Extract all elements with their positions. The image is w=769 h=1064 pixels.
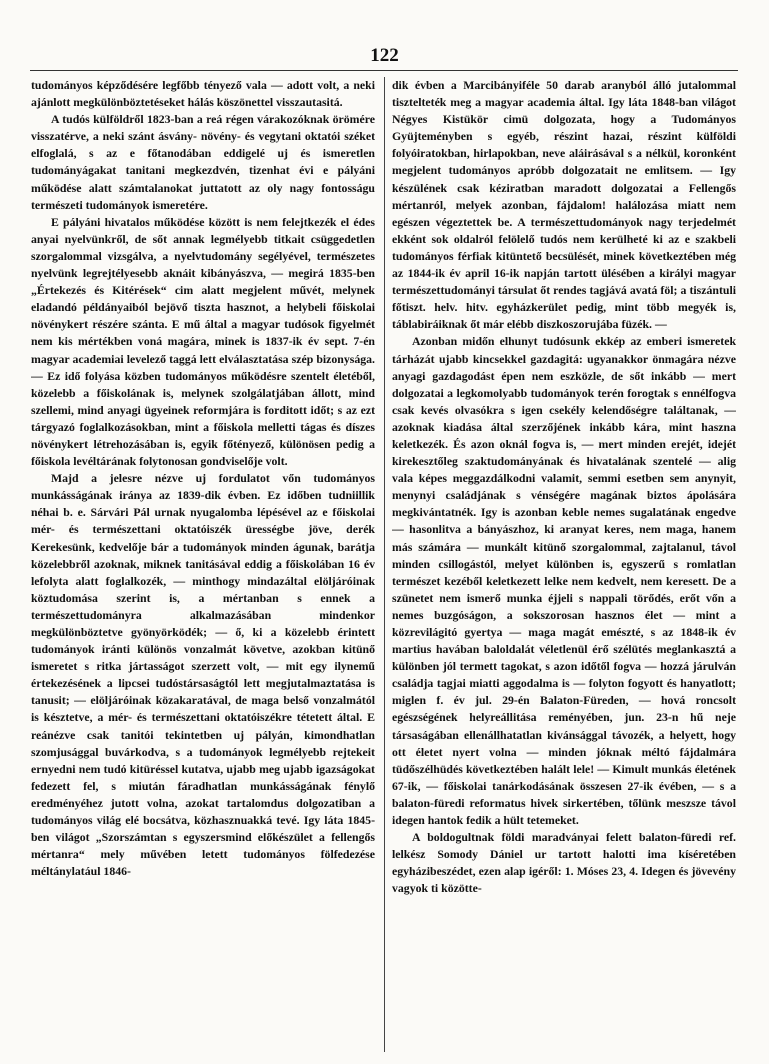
paragraph: E pályáni hivatalos működése között is nem felejtkezék el édes anyai nyelvünkről, de sőt annak legmélyebb titkait csüggedetlen szorgalommal vizsgálva, a nyelvtudomány segélyével, természetes nyelvünk legrejtélyesebb aknáit kibányászva, — megirá 1835-ben „Értekezés és Kitérések“ cim alatt megjelent művét, melynek eladandó példányaiból bejövő tiszta hasznot, a helybeli főiskolai növénykert részére szánta. E mű által a magyar tudósok figyelmét nem kis mértékben voná magára, minek is 1837-ik év sept. 7-én magyar academiai levelező taggá lett elválasztatása szép bizonysága. — Ez idő folyása közben tudományos működésre szentelt életéből, közelebb a főiskolának is, melynek szolgálatjában állott, mind szellemi, mind anyagi ügyeinek reformjára is forditott időt; s az ezt tárgyazó foglalkozásokban, mint a főiskola melletti tágas és díszes növénykert létrehozásában is, egyik főtényező, különösen pedig a főiskola levéltárának folytonosan gondviselője volt. (31, 214, 375, 469)
paragraph: Majd a jelesre nézve uj fordulatot vőn tudományos munkásságának iránya az 1839-dik évben. Ez időben tudniillik néhai b. e. Sárvári Pál urnak nyugalomba lépésével az e főiskolai mér- és természettani oktatóiszék ürességbe jöve, derék Kerekesünk, kedvelője bár a tudományok minden águnak, barátja közelebbről azoknak, miknek tanitásával eddig a főiskolában 16 év lefolyta alatt foglalkozék, — minthogy mindazáltal elöljáróinak köztudomása szerint is, a mértanban s ennek a természettudományra alkalmazásában mindenkor megkülönböztetve gyönyörködék; — ő, ki a közelebb érintett tudományok iránti különös vonzalmát követve, azokban kitünő ismeretet s ritka jártasságot szerzett volt, — mit egy ilynemű értekezésének a lipcsei tudóstársaságtól lett megjutalmaztatása is tanusit; — elöljáróinak közakaratával, de maga belső vonzalmától is késztetve, a mér- és természettani oktatóiszékre tétetett által. E reánézve csak tanitói tekintetben uj pályán, kimondhatlan szomjusággal buvárkodva, s a tudományok legmélyebb rejtekeit ernyedni nem tudó kitüréssel kutatva, ujabb meg ujabb igazságokat fedezett fel, s miután fáradhatlan munkásságának fénylő eredményéhez jutott volna, azokat tartalomdus dolgozatiban a tudományos világ elé bocsátva, közhasznuakká tevé. Igy láta 1845-ben világot „Szorszámtan s egyszersmind előkészület a fellengős mértanra“ mely művében letett tudományos fölfedezése méltánylatául 1846- (31, 471, 375, 879)
paragraph: A tudós külföldről 1823-ban a reá régen várakozóknak örömére visszatérve, a neki szánt ásvány- növény- és vegytani oktatói széket elfoglalá, s az e főtanodában eddigelé uj és ismeretlen tudományágakat tanitani megkezdvén, tizenhat évi e pályáni működése alatt számtalanokat juttatott az oly nagy fontosságu természeti tudományok ismeretére. (31, 112, 375, 212)
paragraph: Azonban midőn elhunyt tudósunk ekkép az emberi ismeretek tárházát ujabb kincsekkel gazdagitá: ugyanakkor önmagára nézve anyagi gazdagodást épen nem eszközle, de sőt inkább — mert dolgozatai a legkomolyabb tudományok terén forogtak s ennélfogva csak kevés olvasókra s igen csekély kelendőségre találtanak, — azoknak kiadása által szerzőjének inkább kára, mint haszna keletkezék. És azon oknál fogva is, — mert minden erejét, idejét kirekesztőleg szaktudományának és hivatalának szentelé — alig vala képes meggazdálkodni valamit, semmi esetben sem anynyit, menynyi családjának s vénségére magának biztos ápolására megkivántatnék. Igy is azonban keble nemes sugalatának engedve — hasonlitva a bányászhoz, ki aranyat keres, nem maga, hanem más számára — munkált kitünő szorgalommal, zajtalanul, távol minden csillogástól, melyet különben is, egyszerű s romlatlan természet kezéből keletkezett lelke nem kedvelt, nem keresett. De a szünetet nem ismerő munka éjjeli s nappali törődés, erőt vőn a nemes buzgóságon, a sokszorosan hasznos élet — mint a közrevilágitó gyertya — maga magát emészté, s az 1848-ik év martius havában baloldalát véletlenül érő szélütés meglankasztá a különben jól termett tagokat, s azon időtől fogva — hozzá járulván családja tagjai miatti aggodalma is — folyton fogyott és hanyatlott; miglen f. év jul. 29-én Balaton-Füreden, — hová roncsolt egészségének helyreállitása reményében, jun. 23-n hű neje társaságában ellenállhatatlan kivánsággal távozék, a helyett, hogy ott életet nyert volna — minden jóknak méltó fájdalmára tüdőszélhüdés következtében halált lele! — Kimult munkás életének 67-ik, — főiskolai tanárkodásának összesen 27-ik évében, — s a balaton-füredi reformatus hivek sirkertében, tőlünk meszsze távol idegen hantok fedik a hült tetemeket. (392, 334, 736, 828)
column-divider (384, 77, 385, 1052)
paragraph: A boldogultnak földi maradványai felett balaton-füredi ref. lelkész Somody Dániel ur tartott halotti ima kíséretében egyházibeszédet, ezen alap igéről: 1. Móses 23, 4. Idegen és jövevény vagyok ti közötte- (392, 830, 736, 896)
paragraph: dik évben a Marcibányiféle 50 darab aranyból álló jutalommal tisztelteték meg a magyar academia által. Igy láta 1848-ban világot Négyes Kistükör cimü dolgozata, hogy a Tudományos Gyüjteményben s egyéb, részint hazai, részint külföldi folyóiratokban, hirlapokban, neve aláirásával s a nélkül, koronként megjelent tudományos apróbb dolgozatait ne emlitsem. — Igy készülének csak kéziratban maradott dolgozatai a Fellengős mértanról, melyek azonban, fájdalom! halálozása miatt nem egészen végeztettek be. A természettudományok nagy terjedelmét ekként sok oldalról felölelő tudós nem kerülheté ki az e szakbeli tudományos férfiak kitüntető becsülését, minek következtében még az 1844-ik év april 16-ik napján tartott ülésében a királyi magyar természettudományi társulat őt rendes tagjává avatá föl; a tiszántuli főtiszt. helv. hitv. egyházkerület pedig, mint több megyék is, táblabiráiknak őt már elébb diszkoszorujába füzék. — (392, 78, 736, 332)
paragraph: tudományos képződésére legfőbb tényező vala — adott volt, a neki ajánlott megkülönböztetéseket hálás köszönettel visszautasitá. (31, 78, 375, 110)
page-number: 122 (370, 45, 399, 66)
header-rule (30, 70, 738, 71)
left-column (31, 77, 375, 1052)
right-column (392, 77, 736, 1052)
